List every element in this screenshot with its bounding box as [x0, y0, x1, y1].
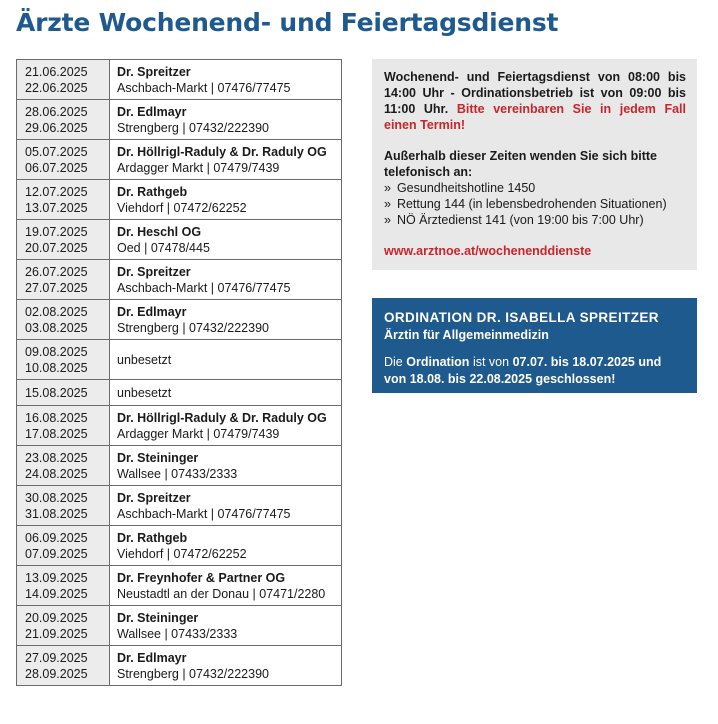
doctor-cell — [110, 100, 342, 140]
date-cell — [17, 526, 110, 566]
date-text: 26.07.2025 — [25, 264, 88, 279]
date-text: 13.09.2025 — [25, 570, 88, 585]
doctor-contact: Strengberg | 07432/222390 — [117, 666, 269, 681]
contact-text: Gesundheitshotline 1450 — [396, 181, 536, 195]
doctor-cell — [110, 340, 342, 380]
date-cell — [17, 140, 110, 180]
date-cell — [17, 260, 110, 300]
ordination-title: ORDINATION DR. ISABELLA SPREITZER — [384, 310, 659, 325]
doctor-name: Dr. Rathgeb — [117, 184, 188, 199]
doctor-contact: Strengberg | 07432/222390 — [117, 120, 269, 135]
date-text: 22.06.2025 — [25, 80, 88, 95]
date-text: 21.09.2025 — [25, 626, 88, 641]
date-text: 13.07.2025 — [25, 200, 88, 215]
doctor-name: Dr. Edlmayr — [117, 104, 187, 119]
date-text: 19.07.2025 — [25, 224, 88, 239]
date-text: 12.07.2025 — [25, 184, 88, 199]
date-cell — [17, 380, 110, 406]
page-title: Ärzte Wochenend- und Feiertagsdienst — [16, 8, 559, 37]
notice-middle: ist von — [472, 355, 510, 369]
date-cell — [17, 60, 110, 100]
contact-text: NÖ Ärztedienst 141 (von 19:00 bis 7:00 Uhr) — [396, 213, 644, 227]
contact-item — [384, 196, 686, 212]
doctor-cell — [110, 140, 342, 180]
doctor-cell — [110, 606, 342, 646]
doctor-name: Dr. Steininger — [117, 610, 199, 625]
date-text: 02.08.2025 — [25, 304, 88, 319]
date-text: 27.07.2025 — [25, 280, 88, 295]
doctor-cell — [110, 220, 342, 260]
doctor-contact: Aschbach-Markt | 07476/77475 — [117, 506, 291, 521]
doctor-name: Dr. Edlmayr — [117, 304, 187, 319]
doctor-name: Dr. Höllrigl-Raduly & Dr. Raduly OG — [117, 144, 327, 159]
doctor-name: Dr. Edlmayr — [117, 650, 187, 665]
date-text: 28.09.2025 — [25, 666, 88, 681]
date-cell — [17, 180, 110, 220]
schedule-row — [17, 340, 342, 380]
schedule-body — [17, 60, 342, 686]
schedule-table — [16, 59, 342, 686]
date-cell — [17, 100, 110, 140]
schedule-row — [17, 300, 342, 340]
date-text: 07.09.2025 — [25, 546, 88, 561]
doctor-name: Dr. Rathgeb — [117, 530, 188, 545]
date-text: 16.08.2025 — [25, 410, 88, 425]
date-text: 20.09.2025 — [25, 610, 88, 625]
schedule-row — [17, 566, 342, 606]
date-cell — [17, 406, 110, 446]
date-text: 17.08.2025 — [25, 426, 88, 441]
doctor-contact: Aschbach-Markt | 07476/77475 — [117, 80, 291, 95]
hours-alert: Bitte vereinbaren Sie in jedem Fall einen Termin! — [384, 102, 686, 132]
contact-item — [384, 212, 686, 228]
doctor-name: Dr. Steininger — [117, 450, 199, 465]
doctor-name: Dr. Höllrigl-Raduly & Dr. Raduly OG — [117, 410, 327, 425]
contact-item — [384, 180, 686, 196]
doctor-name: Dr. Heschl OG — [117, 224, 202, 239]
notice-period: 07.07. bis 18.07.2025 und von 18.08. bis 22.08.2025 geschlossen! — [384, 355, 662, 386]
schedule-row — [17, 606, 342, 646]
date-cell — [17, 446, 110, 486]
doctor-contact: Oed | 07478/445 — [117, 240, 210, 255]
doctor-name: Dr. Spreitzer — [117, 264, 191, 279]
bullet-icon: » — [384, 197, 391, 211]
schedule-row — [17, 446, 342, 486]
contact-list — [384, 180, 686, 228]
doctor-contact: Wallsee | 07433/2333 — [117, 466, 238, 481]
doctor-cell — [110, 526, 342, 566]
date-text: 06.09.2025 — [25, 530, 88, 545]
doctor-name: Dr. Spreitzer — [117, 490, 191, 505]
date-cell — [17, 606, 110, 646]
date-text: 03.08.2025 — [25, 320, 88, 335]
date-text: 31.08.2025 — [25, 506, 88, 521]
schedule-row — [17, 180, 342, 220]
date-text: 05.07.2025 — [25, 144, 88, 159]
notice-prefix: Die — [384, 355, 403, 369]
schedule-row — [17, 406, 342, 446]
doctor-cell — [110, 380, 342, 406]
contact-text: Rettung 144 (in lebensbedrohenden Situationen) — [396, 197, 667, 211]
date-cell — [17, 486, 110, 526]
wochenenddienste-link[interactable]: www.arztnoe.at/wochenenddienste — [384, 244, 592, 258]
date-text: 09.08.2025 — [25, 344, 88, 359]
doctor-contact: Neustadtl an der Donau | 07471/2280 — [117, 586, 326, 601]
date-cell — [17, 646, 110, 686]
info-box — [372, 59, 697, 270]
bullet-icon: » — [384, 181, 391, 195]
doctor-name: Dr. Spreitzer — [117, 64, 191, 79]
notice-ordination: Ordination — [406, 355, 470, 369]
date-text: 10.08.2025 — [25, 360, 88, 375]
schedule-row — [17, 220, 342, 260]
vacancy-text: unbesetzt — [117, 352, 172, 367]
doctor-cell — [110, 260, 342, 300]
date-cell — [17, 566, 110, 606]
date-text: 06.07.2025 — [25, 160, 88, 175]
doctor-cell — [110, 180, 342, 220]
outside-hours-text: Außerhalb dieser Zeiten wenden Sie sich bitte telefonisch an: — [384, 149, 657, 179]
closure-notice — [384, 354, 686, 388]
date-cell — [17, 220, 110, 260]
doctor-contact: Viehdorf | 07472/62252 — [117, 546, 247, 561]
hours-paragraph — [384, 69, 686, 133]
ordination-box — [372, 298, 697, 393]
doctor-contact: Viehdorf | 07472/62252 — [117, 200, 247, 215]
date-cell — [17, 340, 110, 380]
doctor-cell — [110, 406, 342, 446]
doctor-cell — [110, 486, 342, 526]
date-text: 24.08.2025 — [25, 466, 88, 481]
date-text: 20.07.2025 — [25, 240, 88, 255]
date-text: 30.08.2025 — [25, 490, 88, 505]
date-cell — [17, 300, 110, 340]
date-text: 29.06.2025 — [25, 120, 88, 135]
schedule-row — [17, 100, 342, 140]
schedule-row — [17, 526, 342, 566]
date-text: 15.08.2025 — [25, 385, 88, 400]
date-text: 27.09.2025 — [25, 650, 88, 665]
doctor-cell — [110, 60, 342, 100]
doctor-cell — [110, 646, 342, 686]
hours-text: Wochenend- und Feiertagsdienst von 08:00 bis 14:00 Uhr - Ordinationsbetrieb ist von 09:00 bis 11:00 Uhr. — [384, 70, 686, 116]
date-text: 23.08.2025 — [25, 450, 88, 465]
doctor-contact: Wallsee | 07433/2333 — [117, 626, 238, 641]
date-text: 21.06.2025 — [25, 64, 88, 79]
schedule-row — [17, 60, 342, 100]
date-text: 14.09.2025 — [25, 586, 88, 601]
doctor-name: Dr. Freynhofer & Partner OG — [117, 570, 286, 585]
ordination-subtitle: Ärztin für Allgemeinmedizin — [384, 328, 549, 342]
schedule-row — [17, 140, 342, 180]
doctor-cell — [110, 566, 342, 606]
doctor-cell — [110, 300, 342, 340]
doctor-contact: Aschbach-Markt | 07476/77475 — [117, 280, 291, 295]
schedule-row — [17, 380, 342, 406]
bullet-icon: » — [384, 213, 391, 227]
schedule-row — [17, 260, 342, 300]
doctor-cell — [110, 446, 342, 486]
schedule-row — [17, 486, 342, 526]
schedule-row — [17, 646, 342, 686]
date-text: 28.06.2025 — [25, 104, 88, 119]
doctor-contact: Strengberg | 07432/222390 — [117, 320, 269, 335]
vacancy-text: unbesetzt — [117, 385, 172, 400]
doctor-contact: Ardagger Markt | 07479/7439 — [117, 426, 280, 441]
doctor-contact: Ardagger Markt | 07479/7439 — [117, 160, 280, 175]
